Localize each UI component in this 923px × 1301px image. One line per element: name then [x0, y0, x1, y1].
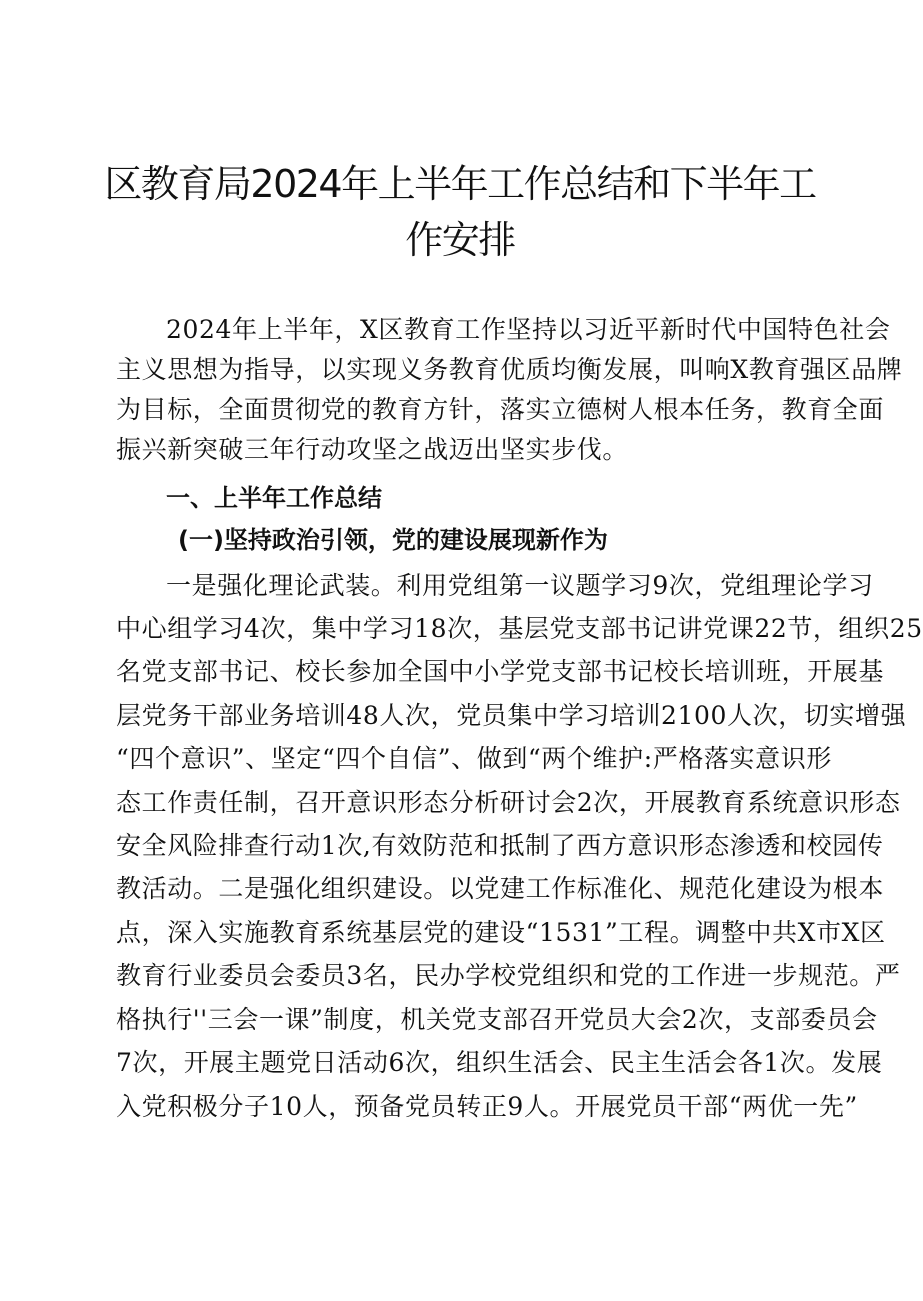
body-line: 7次，开展主题党日活动6次，组织生活会、民主生活会各1次。发展	[116, 1048, 883, 1077]
document-title-line-1: 区教育局2024年上半年工作总结和下半年工	[104, 162, 816, 206]
intro-line: 振兴新突破三年行动攻坚之战迈出坚实步伐。	[116, 435, 629, 464]
body-line: “四个意识”、坚定“四个自信”、做到“两个维护:严格落实意识形	[116, 744, 832, 773]
subsection-heading: (一)坚持政治引领，党的建设展现新作为	[178, 526, 608, 554]
body-line: 一是强化理论武装。利用党组第一议题学习9次，党组理论学习	[166, 571, 874, 600]
intro-line: 主义思想为指导，以实现义务教育优质均衡发展，叫响X教育强区品牌	[116, 355, 903, 384]
body-line: 格执行''三会一课”制度，机关党支部召开党员大会2次，支部委员会	[116, 1005, 878, 1034]
body-line: 入党积极分子10人，预备党员转正9人。开展党员干部“两优一先”	[116, 1092, 858, 1121]
intro-line: 为目标，全面贯彻党的教育方针，落实立德树人根本任务，教育全面	[116, 395, 885, 424]
body-line: 层党务干部业务培训48人次，党员集中学习培训2100人次，切实增强	[116, 701, 907, 730]
intro-line: 2024年上半年，X区教育工作坚持以习近平新时代中国特色社会	[166, 315, 891, 344]
body-line: 态工作责任制，召开意识形态分析研讨会2次，开展教育系统意识形态	[116, 788, 901, 817]
body-line: 名党支部书记、校长参加全国中小学党支部书记校长培训班，开展基	[116, 657, 885, 686]
body-line: 中心组学习4次，集中学习18次，基层党支部书记讲党课22节，组织25	[116, 614, 923, 643]
section-heading: 一、上半年工作总结	[166, 484, 382, 512]
body-line: 教活动。二是强化组织建设。以党建工作标准化、规范化建设为根本	[116, 874, 885, 903]
body-line: 点，深入实施教育系统基层党的建设“1531”工程。调整中共X市X区	[116, 918, 886, 947]
document-title-line-2: 作安排	[405, 218, 515, 262]
body-line: 安全风险排查行动1次,有效防范和抵制了西方意识形态渗透和校园传	[116, 831, 884, 860]
body-line: 教育行业委员会委员3名，民办学校党组织和党的工作进一步规范。严	[116, 961, 901, 990]
